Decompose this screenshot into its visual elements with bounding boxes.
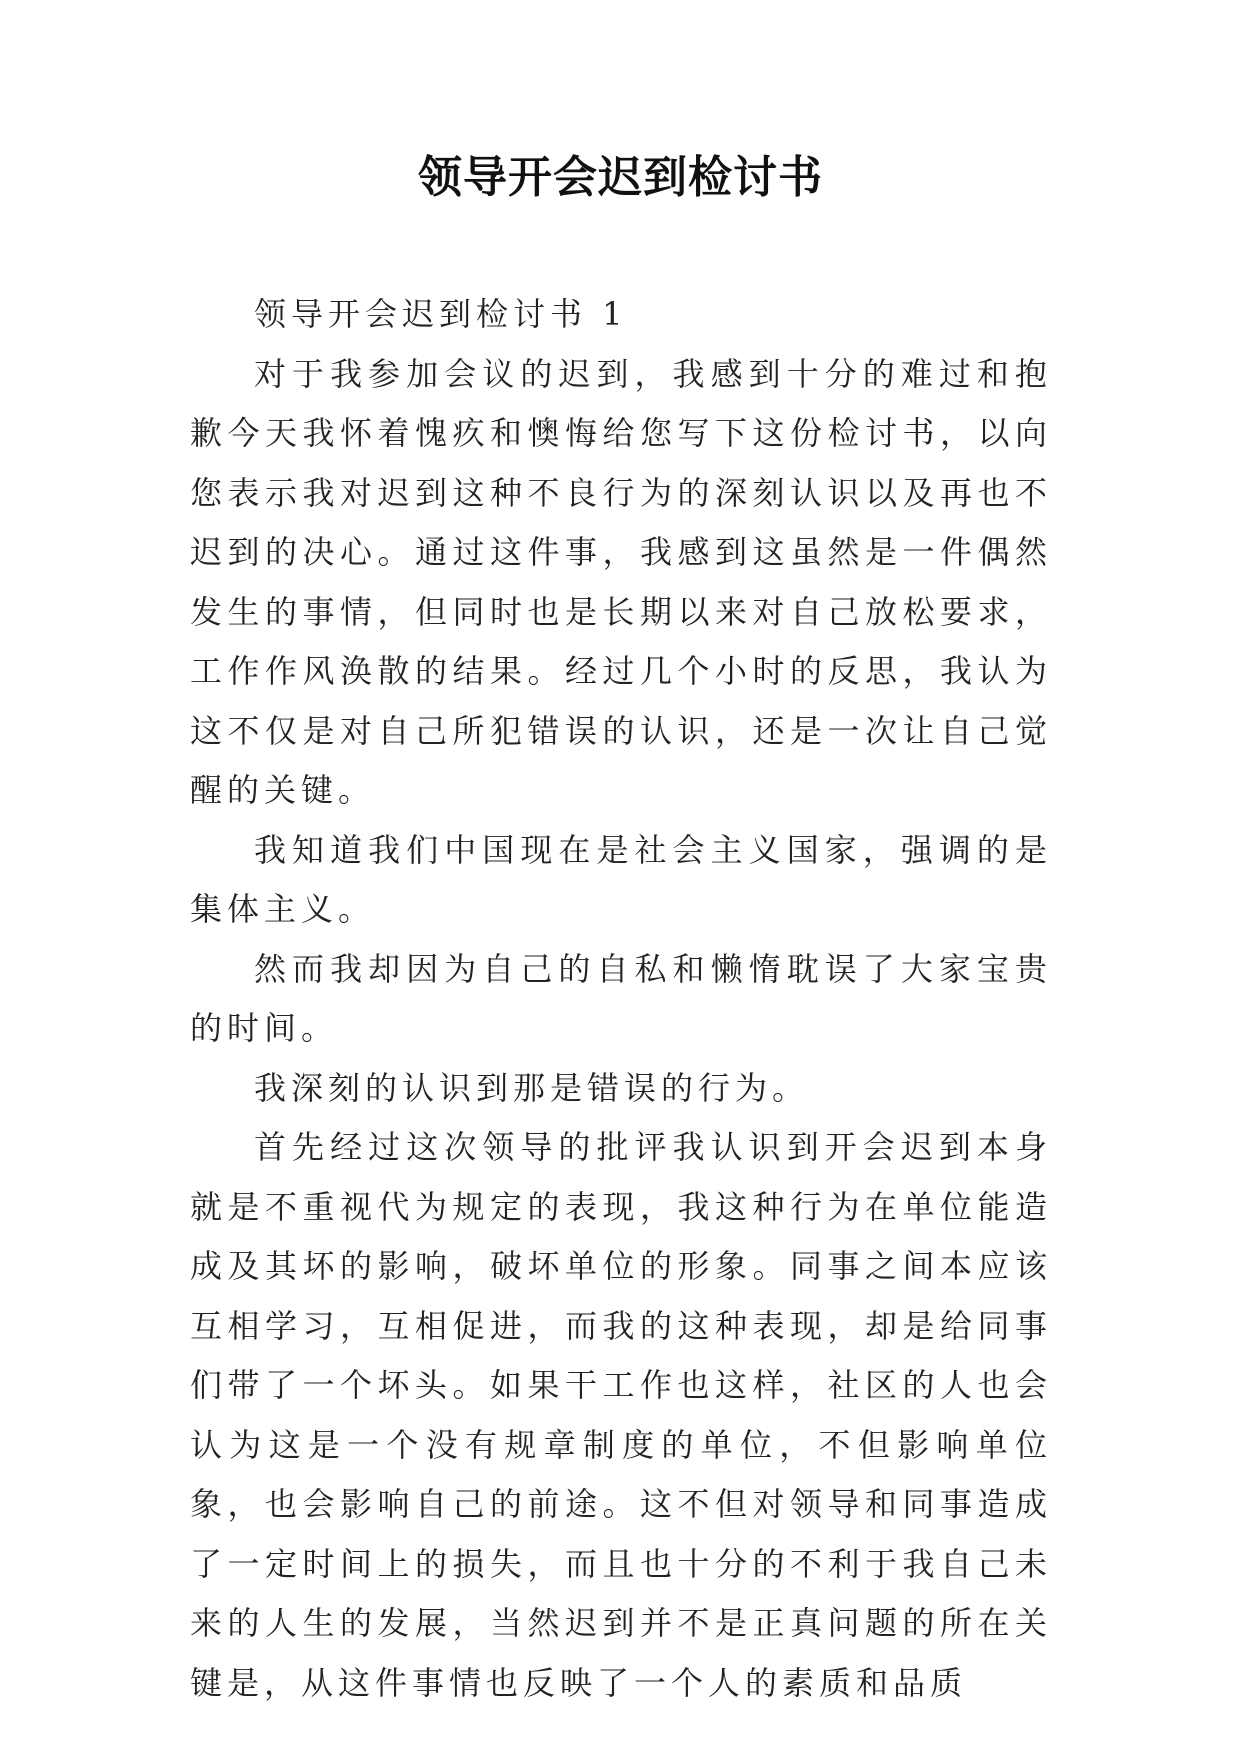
document-body (190, 285, 1052, 1713)
document-title: 领导开会迟到检讨书 (418, 152, 823, 203)
paragraph: 然而我却因为自己的自私和懒惰耽误了大家宝贵的时间。 (190, 949, 1052, 1047)
paragraph: 对于我参加会议的迟到，我感到十分的难过和抱歉今天我怀着愧疚和懊悔给您写下这份检讨书，以向您表示我对迟到这种不良行为的深刻认识以及再也不迟到的决心。通过这件事，我感到这虽然是一件偶然发生的事情，但同时也是长期以来对自己放松要求，工作作风涣散的结果。经过几个小时的反思，我认为这不仅是对自己所犯错误的认识，还是一次让自己觉醒的关键。 (190, 354, 1052, 809)
section-heading: 领导开会迟到检讨书 1 (254, 295, 628, 333)
paragraph: 我知道我们中国现在是社会主义国家，强调的是集体主义。 (190, 830, 1052, 928)
paragraph: 首先经过这次领导的批评我认识到开会迟到本身就是不重视代为规定的表现，我这种行为在单位能造成及其坏的影响，破坏单位的形象。同事之间本应该互相学习，互相促进，而我的这种表现，却是给同事们带了一个坏头。如果干工作也这样，社区的人也会认为这是一个没有规章制度的单位，不但影响单位象，也会影响自己的前途。这不但对领导和同事造成了一定时间上的损失，而且也十分的不利于我自己未来的人生的发展，当然迟到并不是正真问题的所在关键是，从这件事情也反映了一个人的素质和品质 (190, 1128, 1052, 1702)
paragraph: 我深刻的认识到那是错误的行为。 (254, 1068, 810, 1107)
